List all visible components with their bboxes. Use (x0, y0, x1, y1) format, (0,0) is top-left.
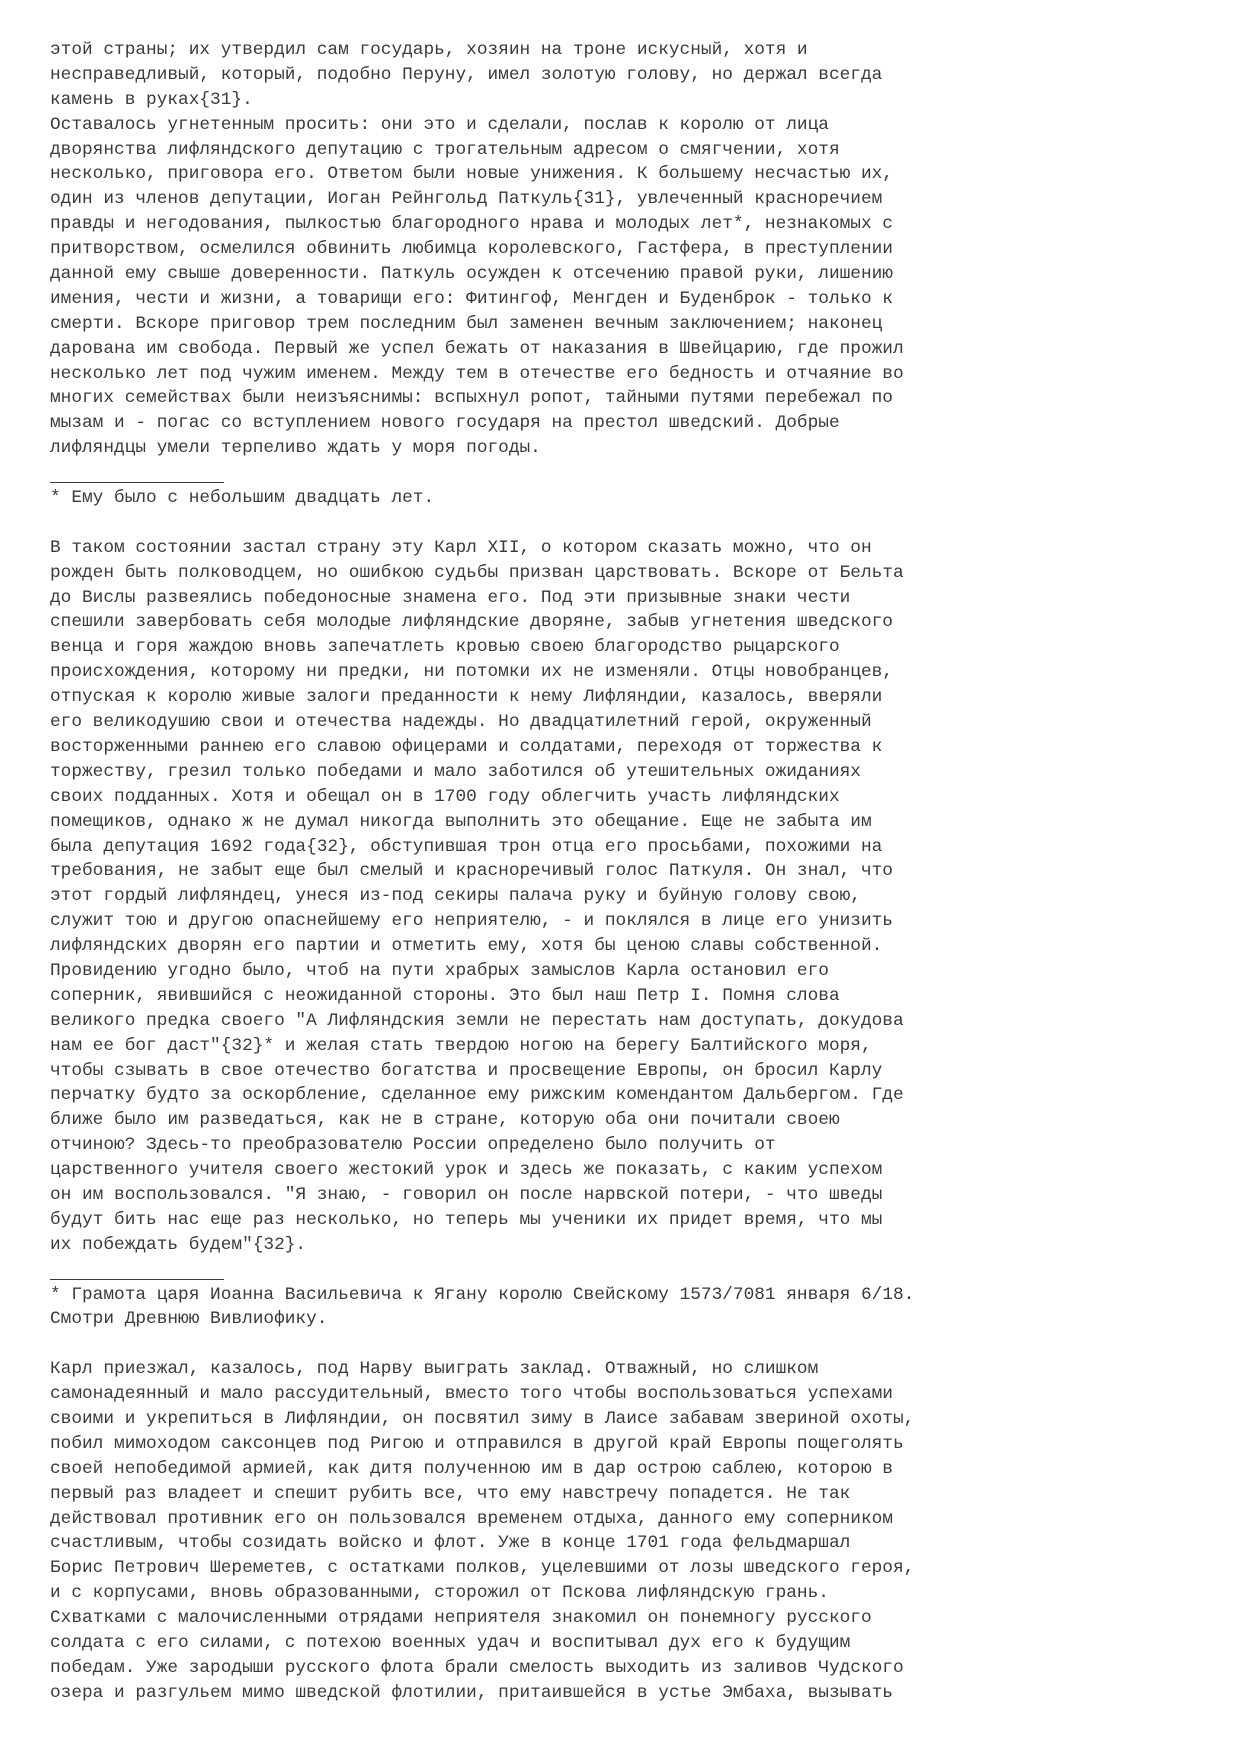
text-line: спешили завербовать себя молодые лифляндские дворяне, забыв угнетения шведского (50, 612, 893, 633)
text-line: Провидению угодно было, чтоб на пути храбрых замыслов Карла остановил его (50, 960, 829, 981)
text-line: и с корпусами, вновь образованными, сторожил от Пскова лифляндскую грань. (50, 1583, 829, 1604)
text-line: * Грамота царя Иоанна Васильевича к Ягану королю Свейскому 1573/7081 января 6/18. (50, 1284, 915, 1305)
text-line: соперник, явившийся с неожиданной стороны. Это был наш Петр I. Помня слова (50, 985, 840, 1006)
text-line: царственного учителя своего жестокий урок и здесь же показать, с каким успехом (50, 1160, 883, 1181)
text-line: рожден быть полководцем, но ошибкою судьбы призван царствовать. Вскоре от Бельта (50, 562, 904, 583)
text-line: первый раз владеет и спешит рубить все, что ему навстречу попадется. Не так (50, 1483, 851, 1504)
document-page (50, 38, 1210, 1706)
text-line: отпуская к королю живые залоги преданности к нему Лифляндии, казалось, вверяли (50, 687, 883, 708)
text-line: перчатку будто за оскорбление, сделанное ему рижским комендантом Дальбергом. Где (50, 1085, 904, 1106)
text-line: Борис Петрович Шереметев, с остатками полков, уцелевшими от лозы шведского героя, (50, 1558, 915, 1579)
text-line: счастливым, чтобы созидать войско и флот. Уже в конце 1701 года фельдмаршал (50, 1533, 851, 1554)
text-line: побил мимоходом саксонцев под Ригою и отправился в другой край Европы пощеголять (50, 1433, 904, 1454)
text-line: смерти. Вскоре приговор трем последним был заменен вечным заключением; наконец (50, 313, 883, 334)
text-line: служит тою и другою опаснейшему его неприятелю, - и поклялся в лице его унизить (50, 911, 893, 932)
text-line: его великодушию свои и отечества надежды. Но двадцатилетний герой, окруженный (50, 712, 872, 733)
text-line: имения, чести и жизни, а товарищи его: Фитингоф, Менгден и Буденброк - только к (50, 288, 893, 309)
text-line: Смотри Древнюю Вивлиофику. (50, 1309, 328, 1330)
text-line: их побеждать будем"{32}. (50, 1234, 307, 1255)
text-line: солдата с его силами, с потехою военных удач и воспитывал дух его к будущим (50, 1633, 851, 1653)
footnote (50, 1283, 1210, 1333)
text-line: * Ему было с небольшим двадцать лет. (50, 488, 435, 509)
text-line: камень в руках{31}. (50, 89, 253, 110)
paragraph (50, 1357, 1210, 1705)
text-line: многих семействах были неизъяснимы: вспыхнул ропот, тайными путями перебежал по (50, 388, 893, 409)
text-line: лифляндцы умели терпеливо ждать у моря погоды. (50, 438, 541, 459)
text-line: озера и разгульем мимо шведской флотилии, притаившейся в устье Эмбаха, вызывать (50, 1682, 893, 1703)
text-line: В таком состоянии застал страну эту Карл XII, о котором сказать можно, что он (50, 537, 872, 558)
text-line: один из членов депутации, Иоган Рейнгольд Паткуль{31}, увлеченный красноречием (50, 189, 883, 210)
text-line: до Вислы развеялись победоносные знамена его. Под эти призывные знаки чести (50, 587, 851, 608)
paragraph (50, 536, 1210, 1258)
text-line: несколько, приговора его. Ответом были новые унижения. К большему несчастью их, (50, 164, 893, 185)
text-line: венца и горя жаждою вновь запечатлеть кровью своею благородство рыцарского (50, 637, 840, 658)
text-line: мызам и - погас со вступлением нового государя на престол шведский. Добрые (50, 413, 840, 434)
text-line: происхождения, которому ни предки, ни потомки их не изменяли. Отцы новобранцев, (50, 662, 893, 683)
text-line: своими и укрепиться в Лифляндии, он посвятил зиму в Лаисе забавам звериной охоты, (50, 1408, 915, 1429)
text-line: лифляндских дворян его партии и отметить ему, хотя бы ценою славы собственной. (50, 936, 883, 957)
text-line: правды и негодования, пылкостью благородного нрава и молодых лет*, незнакомых с (50, 214, 893, 235)
footnote (50, 486, 1210, 511)
text-line: дарована им свобода. Первый же успел бежать от наказания в Швейцарию, где прожил (50, 338, 904, 359)
text-line: он им воспользовался. "Я знаю, - говорил он после нарвской потери, - что шведы (50, 1184, 883, 1205)
text-line: несколько лет под чужим именем. Между тем в отечестве его бедность и отчаяние во (50, 363, 904, 384)
footnote-separator (50, 1258, 224, 1283)
text-line: данной ему свыше доверенности. Паткуль осужден к отсечению правой руки, лишению (50, 264, 893, 285)
text-line: была депутация 1692 года{32}, обступившая трон отца его просьбами, похожими на (50, 836, 883, 857)
text-line: этой страны; их утвердил сам государь, хозяин на троне искусный, хотя и (50, 40, 808, 60)
text-line: требования, не забыт еще был смелый и красноречивый голос Паткуля. Он знал, что (50, 861, 893, 882)
text-line: Карл приезжал, казалось, под Нарву выиграть заклад. Отважный, но слишком (50, 1359, 819, 1380)
text-line: своей непобедимой армией, как дитя полученною им в дар острою саблею, которою в (50, 1458, 893, 1479)
text-line: торжеству, грезил только победами и мало заботился об утешительных ожиданиях (50, 761, 861, 782)
text-line: Оставалось угнетенным просить: они это и сделали, послав к королю от лица (50, 114, 829, 135)
text-line: помещиков, однако ж не думал никогда выполнить это обещание. Еще не забыта им (50, 811, 872, 832)
text-line: ближе было им разведаться, как не в стране, которую оба они почитали своею (50, 1110, 840, 1131)
text-line: своих подданных. Хотя и обещал он в 1700 году облегчить участь лифляндских (50, 786, 840, 807)
text-line: чтобы сзывать в свое отечество богатства и просвещение Европы, он бросил Карлу (50, 1060, 883, 1081)
text-line: нам ее бог даст"{32}* и желая стать твердою ногою на берегу Балтийского моря, (50, 1035, 872, 1056)
text-line: дворянства лифляндского депутацию с трогательным адресом о смягчении, хотя (50, 139, 840, 160)
text-line: несправедливый, который, подобно Перуну, имел золотую голову, но держал всегда (50, 64, 883, 85)
text-line: этот гордый лифляндец, унеся из-под секиры палача руку и буйную голову свою, (50, 886, 861, 907)
text-line: самонадеянный и мало рассудительный, вместо того чтобы воспользоваться успехами (50, 1384, 893, 1405)
paragraph (50, 38, 1210, 461)
footnote-separator (50, 461, 224, 486)
text-line: победам. Уже зародыши русского флота брали смелость выходить из заливов Чудского (50, 1657, 904, 1678)
text-line: будут бить нас еще раз несколько, но теперь мы ученики их придет время, что мы (50, 1209, 883, 1230)
text-line: притворством, осмелился обвинить любимца королевского, Гастфера, в преступлении (50, 239, 893, 260)
text-line: великого предка своего "А Лифляндския земли не перестать нам доступать, докудова (50, 1010, 904, 1031)
text-line: Схватками с малочисленными отрядами неприятеля знакомил он понемногу русского (50, 1608, 872, 1629)
blank-line (50, 1332, 1210, 1357)
blank-line (50, 511, 1210, 536)
text-line: действовал противник его он пользовался временем отдыха, данного ему соперником (50, 1508, 893, 1529)
text-line: отчиною? Здесь-то преобразователю России определено было получить от (50, 1135, 776, 1156)
text-line: восторженными раннею его славою офицерами и солдатами, переходя от торжества к (50, 736, 883, 757)
